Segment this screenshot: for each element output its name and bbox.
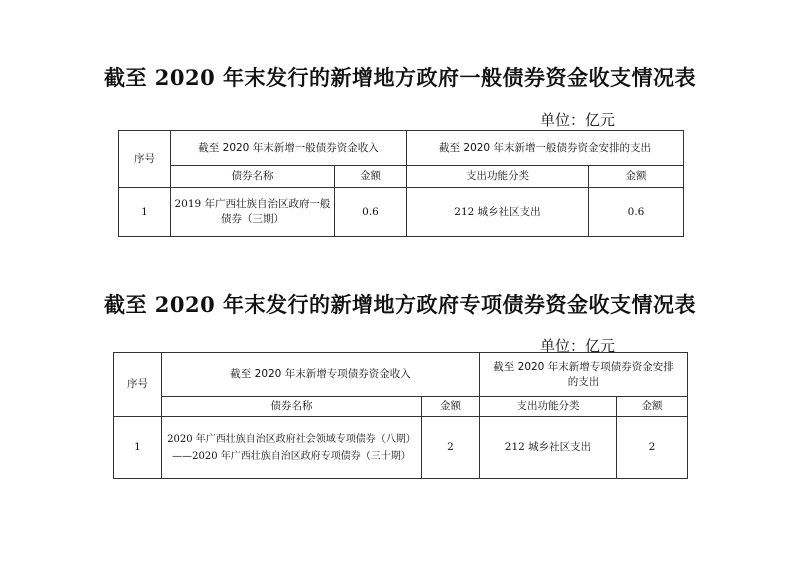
seq-header: 序号 [114, 353, 162, 417]
expense-header-line: 的支出 [567, 375, 600, 388]
function-class-cell: 212 城乡社区支出 [480, 417, 617, 479]
bond-name-line: 债券（三期） [221, 213, 284, 225]
table-row [119, 188, 684, 237]
amount2-header: 金额 [589, 166, 684, 188]
bond-name-header: 债券名称 [162, 397, 422, 417]
table-header-row [114, 353, 688, 397]
income-header: 截至 2020 年末新增专项债券资金收入 [162, 353, 480, 397]
bond-name-line: 2020 年广西壮族自治区政府社会领域专项债券（八期） [167, 433, 416, 445]
table-subheader-row [119, 166, 684, 188]
amount-cell: 2 [422, 417, 480, 479]
amount2-header: 金额 [617, 397, 688, 417]
income-header: 截至 2020 年末新增一般债券资金收入 [171, 131, 407, 166]
function-class-header: 支出功能分类 [480, 397, 617, 417]
bond-name-line: 2019 年广西壮族自治区政府一般 [174, 198, 331, 210]
seq-cell: 1 [119, 188, 171, 237]
function-class-cell: 212 城乡社区支出 [407, 188, 589, 237]
amount-header: 金额 [422, 397, 480, 417]
bond-name-cell [162, 417, 422, 479]
general-bond-table [118, 130, 684, 237]
seq-header: 序号 [119, 131, 171, 188]
amount-header: 金额 [335, 166, 407, 188]
special-unit-label: 单位：亿元 [540, 337, 616, 355]
amount2-cell: 2 [617, 417, 688, 479]
table-subheader-row [114, 397, 688, 417]
expense-header [480, 353, 688, 397]
general-unit-label: 单位：亿元 [540, 111, 616, 129]
bond-name-cell [171, 188, 335, 237]
bond-name-header: 债券名称 [171, 166, 335, 188]
amount2-cell: 0.6 [589, 188, 684, 237]
table-header-row [119, 131, 684, 166]
amount-cell: 0.6 [335, 188, 407, 237]
general-table-title: 截至 2020 年末发行的新增地方政府一般债券资金收支情况表 [103, 65, 697, 90]
special-table-title: 截至 2020 年末发行的新增地方政府专项债券资金收支情况表 [103, 292, 697, 317]
bond-name-line: ——2020 年广西壮族自治区政府专项债券（三十期） [172, 450, 411, 462]
seq-cell: 1 [114, 417, 162, 479]
expense-header: 截至 2020 年末新增一般债券资金安排的支出 [407, 131, 684, 166]
special-bond-table [113, 352, 688, 479]
function-class-header: 支出功能分类 [407, 166, 589, 188]
table-row [114, 417, 688, 479]
expense-header-line: 截至 2020 年末新增专项债券资金安排 [493, 360, 674, 373]
